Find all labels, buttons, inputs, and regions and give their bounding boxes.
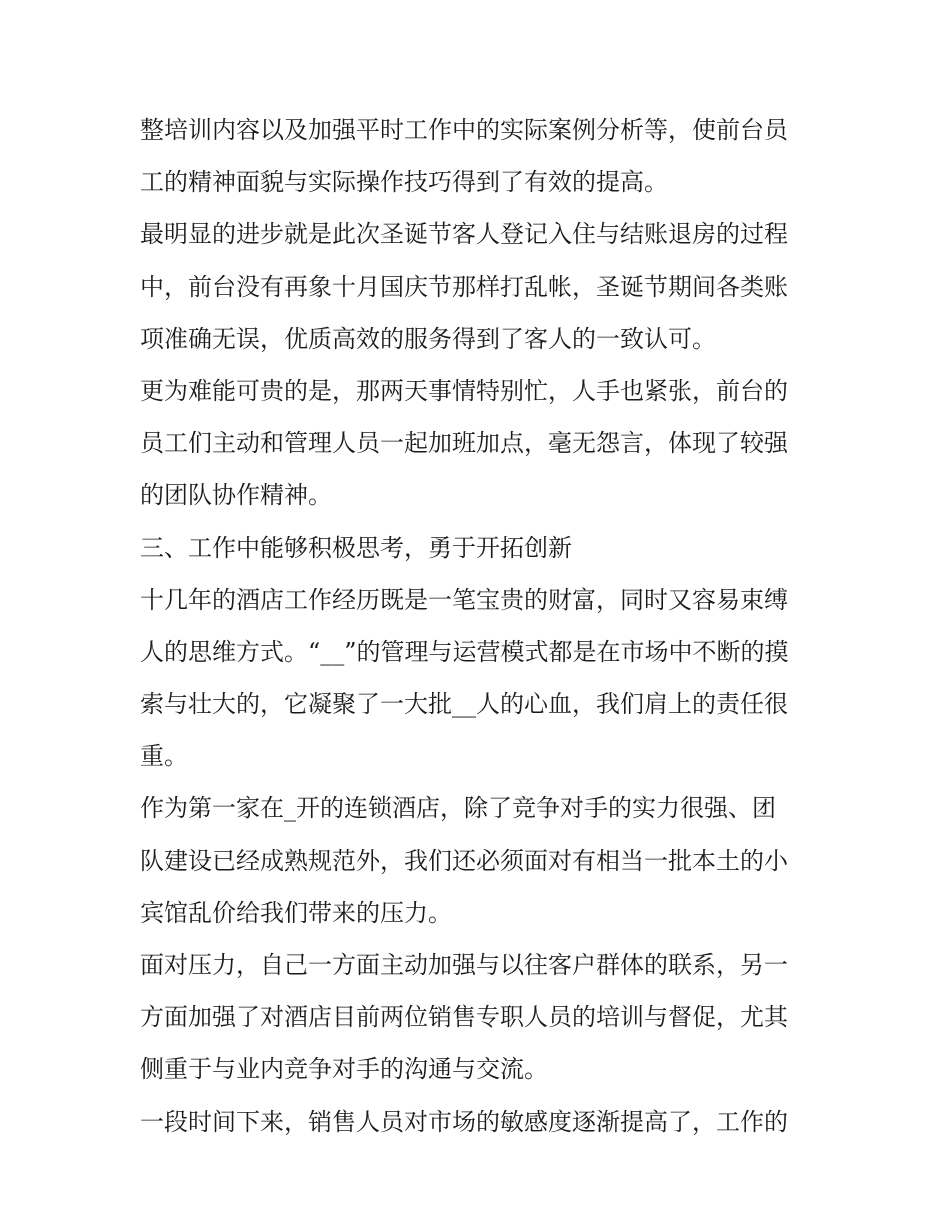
text-line: 整培训内容以及加强平时工作中的实际案例分析等，使前台员 [140,116,788,144]
text-line: 最明显的进步就是此次圣诞节客人登记入住与结账退房的过程 [140,220,788,249]
text-line: 工的精神面貌与实际操作技巧得到了有效的提高。 [140,168,668,197]
section-heading: 三、工作中能够积极思考，勇于开拓创新 [140,533,572,562]
text-line: 的团队协作精神。 [140,481,332,510]
document-body [140,104,820,1148]
text-line: 更为难能可贵的是，那两天事情特别忙，人手也紧张，前台的 [140,376,788,405]
text-line: 项准确无误，优质高效的服务得到了客人的一致认可。 [140,324,716,353]
text-line: 十几年的酒店工作经历既是一笔宝贵的财富，同时又容易束缚 [140,585,788,614]
text-line: 方面加强了对酒店目前两位销售专职人员的培训与督促，尤其 [140,1003,788,1032]
text-line: 作为第一家在_开的连锁酒店，除了竞争对手的实力很强、团 [140,794,776,823]
text-line: 人的思维方式。“__”的管理与运营模式都是在市场中不断的摸 [140,637,789,666]
text-line: 一段时间下来，销售人员对市场的敏感度逐渐提高了，工作的 [140,1107,788,1136]
text-line: 侧重于与业内竞争对手的沟通与交流。 [140,1055,548,1084]
text-line: 队建设已经成熟规范外，我们还必须面对有相当一批本土的小 [140,846,788,875]
text-line: 中，前台没有再象十月国庆节那样打乱帐，圣诞节期间各类账 [140,272,788,301]
text-line: 宾馆乱价给我们带来的压力。 [140,898,452,927]
text-line: 员工们主动和管理人员一起加班加点，毫无怨言，体现了较强 [140,429,788,458]
text-line: 面对压力，自己一方面主动加强与以往客户群体的联系，另一 [140,951,788,979]
text-line: 重。 [140,742,188,771]
text-line: 索与壮大的，它凝聚了一大批__人的心血，我们肩上的责任很 [140,690,788,719]
